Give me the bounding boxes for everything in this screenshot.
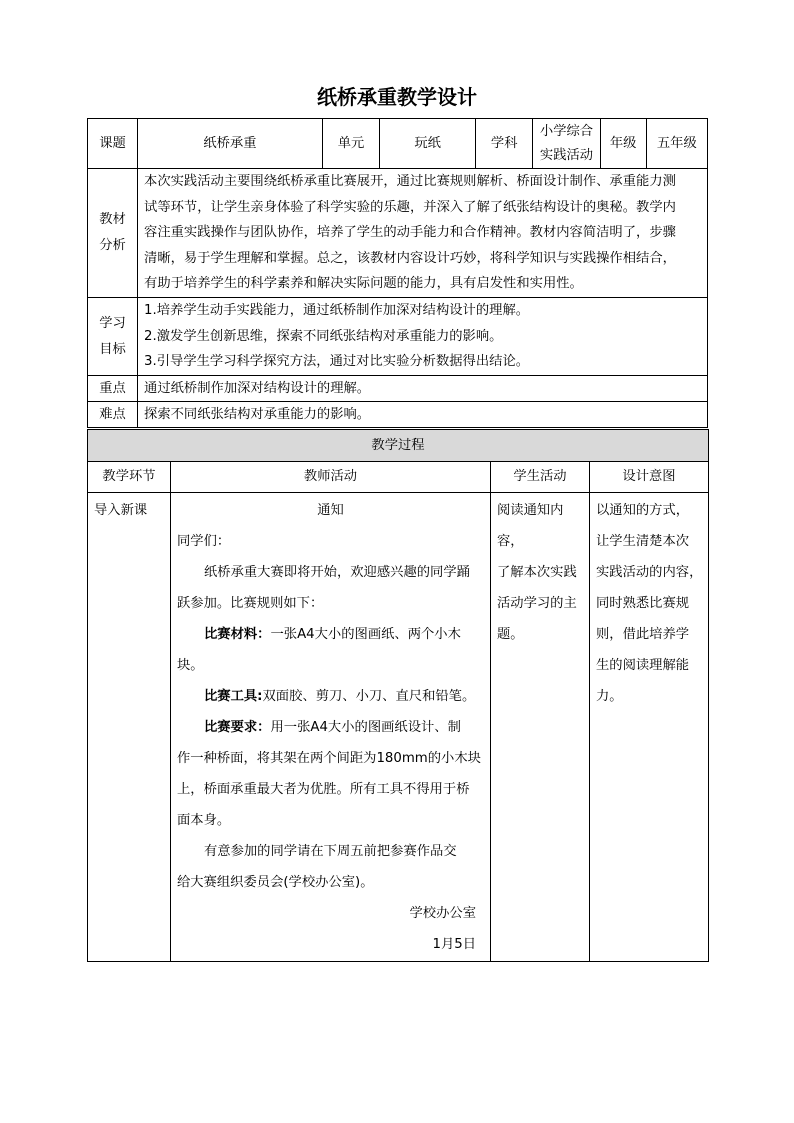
design-intent-line: 同时熟悉比赛规 bbox=[596, 596, 690, 611]
requirements-label: 比赛要求： bbox=[204, 720, 271, 735]
difficulty-label: 难点 bbox=[88, 402, 138, 428]
analysis-line: 试等环节，让学生亲身体验了科学实验的乐趣，并深入了解了纸张结构设计的奥秘。教学内 bbox=[144, 199, 676, 215]
student-activity-line: 活动学习的主 bbox=[497, 596, 577, 611]
analysis-label-line: 教材 bbox=[99, 212, 126, 227]
student-activity-line: 题。 bbox=[497, 627, 524, 642]
objective-item: 1.培养学生动手实践能力，通过纸桥制作加深对结构设计的理解。 bbox=[144, 303, 530, 319]
notice-intro-line: 跃参加。比赛规则如下： bbox=[177, 596, 324, 611]
materials-label: 比赛材料： bbox=[204, 627, 271, 642]
difficulty-text: 探索不同纸张结构对承重能力的影响。 bbox=[138, 402, 708, 428]
notice-requirements-cont: 面本身。 bbox=[177, 813, 231, 828]
analysis-text bbox=[138, 169, 708, 298]
subject-value bbox=[533, 119, 600, 169]
objectives-label-line: 学习 bbox=[99, 315, 126, 331]
grade-label: 年级 bbox=[600, 119, 646, 169]
notice-signature: 学校办公室 bbox=[409, 906, 476, 921]
notice-greeting: 同学们： bbox=[177, 534, 231, 549]
analysis-line: 容注重实践操作与团队协作，培养了学生的动手能力和合作精神。教材内容简洁明了，步骤 bbox=[144, 225, 676, 241]
design-intent-line: 以通知的方式， bbox=[596, 503, 690, 518]
analysis-line: 有助于培养学生的科学素养和解决实际问题的能力，具有启发性和实用性。 bbox=[144, 276, 583, 292]
stage-name: 导入新课 bbox=[94, 503, 148, 518]
analysis-line: 清晰，易于学生理解和掌握。总之，该教材内容设计巧妙，将科学知识与实践操作相结合， bbox=[144, 250, 676, 266]
notice-title: 通知 bbox=[317, 503, 344, 518]
design-intent-line: 让学生清楚本次 bbox=[596, 534, 690, 549]
requirements-text: 用一张A4大小的图画纸设计、制 bbox=[270, 720, 461, 735]
teaching-process-table bbox=[87, 429, 709, 962]
subject-value-line: 实践活动 bbox=[539, 147, 594, 163]
lesson-info-table bbox=[87, 118, 708, 428]
objectives-label-line: 目标 bbox=[99, 341, 126, 357]
notice-tools bbox=[177, 681, 484, 712]
notice-materials bbox=[177, 619, 484, 650]
notice-date: 1月5日 bbox=[432, 937, 476, 952]
objective-item: 3.引导学生学习科学探究方法，通过对比实验分析数据得出结论。 bbox=[144, 354, 530, 370]
teacher-activity-cell bbox=[171, 493, 491, 962]
design-intent-line: 力。 bbox=[596, 689, 623, 704]
design-intent-line: 生的阅读理解能 bbox=[596, 658, 690, 673]
column-header-teacher: 教师活动 bbox=[171, 462, 491, 493]
analysis-label bbox=[88, 169, 138, 298]
notice-requirements-cont: 上，桥面承重最大者为优胜。所有工具不得用于桥 bbox=[177, 782, 470, 797]
notice-intro-line: 纸桥承重大赛即将开始，欢迎感兴趣的同学踊 bbox=[204, 565, 470, 580]
key-point-label: 重点 bbox=[88, 376, 138, 402]
tools-label: 比赛工具: bbox=[204, 689, 263, 704]
unit-label: 单元 bbox=[322, 119, 379, 169]
analysis-label-line: 分析 bbox=[99, 238, 126, 253]
topic-value: 纸桥承重 bbox=[138, 119, 323, 169]
design-intent-cell bbox=[590, 493, 709, 962]
subject-value-line: 小学综合 bbox=[539, 123, 594, 139]
tools-text: 双面胶、剪刀、小刀、直尺和铅笔。 bbox=[262, 689, 476, 704]
document-title: 纸桥承重教学设计 bbox=[317, 85, 477, 109]
column-header-stage: 教学环节 bbox=[88, 462, 171, 493]
notice-requirements bbox=[177, 712, 484, 743]
column-header-intent: 设计意图 bbox=[590, 462, 709, 493]
objectives-text bbox=[138, 298, 708, 376]
objective-item: 2.激发学生创新思维，探索不同纸张结构对承重能力的影响。 bbox=[144, 328, 503, 344]
design-intent-line: 实践活动的内容， bbox=[596, 565, 703, 580]
subject-label: 学科 bbox=[476, 119, 533, 169]
notice-materials-cont: 块。 bbox=[177, 658, 204, 673]
grade-value: 五年级 bbox=[646, 119, 707, 169]
design-intent-line: 则，借此培养学 bbox=[596, 627, 690, 642]
topic-label: 课题 bbox=[88, 119, 138, 169]
notice-submit-line: 有意参加的同学请在下周五前把参赛作品交 bbox=[204, 844, 457, 859]
unit-value: 玩纸 bbox=[380, 119, 476, 169]
student-activity-line: 了解本次实践 bbox=[497, 565, 577, 580]
student-activity-line: 阅读通知内容， bbox=[497, 503, 564, 549]
key-point-text: 通过纸桥制作加深对结构设计的理解。 bbox=[138, 376, 708, 402]
analysis-line: 本次实践活动主要围绕纸桥承重比赛展开，通过比赛规则解析、桥面设计制作、承重能力测 bbox=[144, 174, 676, 190]
process-heading: 教学过程 bbox=[88, 430, 709, 462]
notice-submit-line: 给大赛组织委员会(学校办公室)。 bbox=[177, 875, 374, 890]
student-activity-cell bbox=[491, 493, 590, 962]
stage-cell bbox=[88, 493, 171, 962]
objectives-label bbox=[88, 298, 138, 376]
materials-text: 一张A4大小的图画纸、两个小木 bbox=[270, 627, 461, 642]
notice-requirements-cont: 作一种桥面，将其架在两个间距为180mm的小木块 bbox=[177, 751, 481, 766]
column-header-student: 学生活动 bbox=[491, 462, 590, 493]
